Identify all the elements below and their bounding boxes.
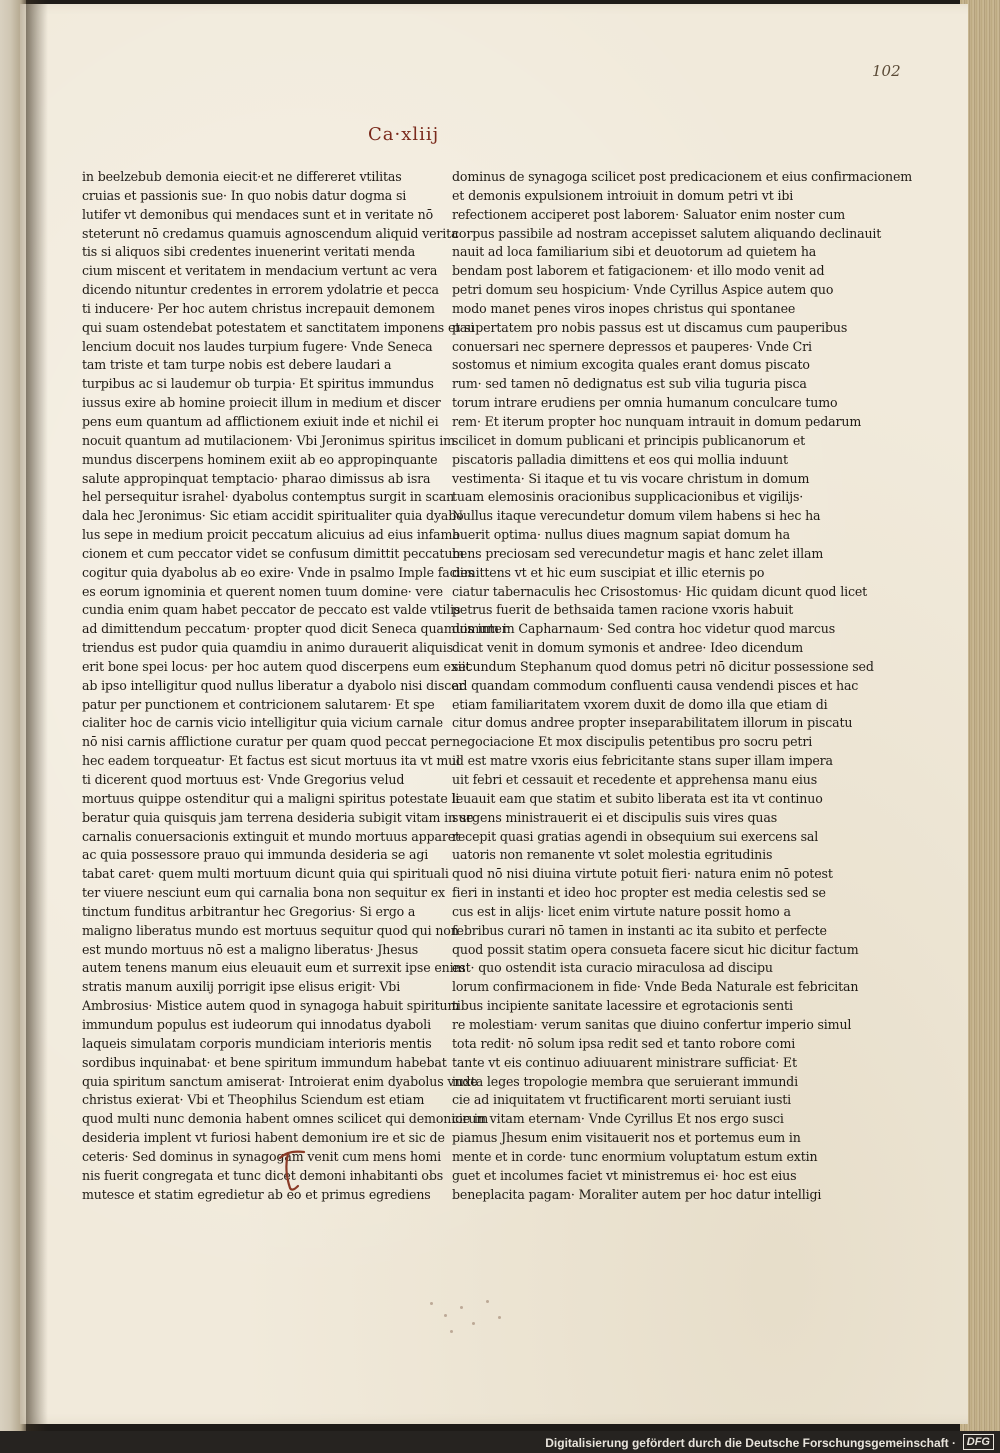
left-column-line: laqueis simulatam corporis mundiciam interioris mentis	[82, 1035, 432, 1051]
left-column-line: ad dimittendum peccatum· propter quod dicit Seneca quamuis inter	[82, 621, 508, 637]
right-column-line: mente et in corde· tunc enormium voluptatum estum extin	[452, 1148, 818, 1164]
right-column-line: est· quo ostendit ista curacio miraculosa ad discipu	[452, 960, 773, 976]
left-column-line: tam triste et tam turpe nobis est debere laudari a	[82, 357, 392, 373]
left-column-line: lus sepe in medium proicit peccatum alicuius ad eius infama	[82, 527, 460, 543]
right-column-line: piamus Jhesum enim visitauerit nos et portemus eum in	[452, 1130, 801, 1146]
text-column-left	[82, 168, 508, 1204]
right-column-line: conuersari nec spernere depressos et pauperes· Vnde Cri	[452, 338, 812, 354]
right-column-line: re molestiam· verum sanitas que diuino confertur imperio simul	[452, 1016, 852, 1032]
left-column-line: quia spiritum sanctum amiserat· Introierat enim dyabolus vnde	[82, 1073, 478, 1089]
left-column-line: turpibus ac si laudemur ob turpia· Et spiritus immundus	[82, 376, 434, 392]
right-column-line: torum intrare erudiens per omnia humanum conculcare tumo	[452, 395, 838, 411]
left-column-line: immundum populus est iudeorum qui innodatus dyaboli	[82, 1016, 431, 1032]
left-column-line: sordibus inquinabat· et bene spiritum immundum habebat	[82, 1054, 447, 1070]
rubric-paragraph-mark-icon	[274, 1144, 310, 1194]
left-column-line: in beelzebub demonia eiecit·et ne differeret vtilitas	[82, 169, 402, 184]
right-column-line: uit febri et cessauit et recedente et apprehensa manu eius	[452, 772, 818, 787]
right-column-line: etiam familiaritatem vxorem duxit de domo illa que etiam di	[452, 696, 828, 712]
right-column-line: petri domum seu hospicium· Vnde Cyrillus Aspice autem quo	[452, 282, 834, 298]
left-column-line: ceteris· Sed dominus in synagogam venit cum mens homi	[82, 1148, 442, 1164]
left-column-line: beratur quia quisquis jam terrena desideria subigit vitam in se	[82, 809, 474, 825]
left-column-line: ti dicerent quod mortuus est· Vnde Gregorius velud	[82, 772, 405, 787]
left-column-line: hel persequitur israhel· dyabolus contemptus surgit in scan	[82, 489, 455, 505]
right-column-line: vestimenta· Si itaque et tu vis vocare christum in domum	[452, 470, 810, 486]
right-column-line: iuxta leges tropologie membra que seruierant immundi	[452, 1073, 798, 1089]
right-column-line: scilicet in domum publicani et principis publicanorum et	[452, 432, 806, 448]
right-column-line: dicat venit in domum symonis et andree· Ideo dicendum	[452, 640, 804, 656]
right-column-line: tante vt eis continuo adiuuarent ministrare sufficiat· Et	[452, 1054, 797, 1070]
right-column-line: tuam elemosinis oracionibus supplicacionibus et vigilijs·	[452, 489, 804, 505]
left-column-line: mundus discerpens hominem exiit ab eo appropinquante	[82, 451, 438, 467]
chapter-heading: Ca·xliij	[368, 124, 440, 145]
right-column-line: id est matre vxoris eius febricitante stans super illam impera	[452, 753, 833, 769]
left-column-line: nocuit quantum ad mutilacionem· Vbi Jeronimus spiritus im	[82, 432, 455, 448]
left-column-line: cionem et cum peccator videt se confusum dimittit peccatum	[82, 545, 465, 561]
right-column-line: modo manet penes viros inopes christus qui spontanee	[452, 300, 796, 316]
dfg-logo: DFG	[963, 1434, 994, 1450]
right-column-line: buerit optima· nullus diues magnum sapiat domum ha	[452, 527, 790, 543]
right-column-line: rem· Et iterum propter hoc nunquam intrauit in domum pedarum	[452, 413, 862, 429]
left-column-line: quod multi nunc demonia habent omnes scilicet qui demoniorum	[82, 1111, 489, 1127]
left-column-line: es eorum ignominia et querent nomen tuum domine· vere	[82, 583, 443, 599]
left-column-line: dala hec Jeronimus· Sic etiam accidit spiritualiter quia dyabo	[82, 508, 464, 524]
left-column-line: patur per punctionem et contricionem salutarem· Et spe	[82, 696, 435, 712]
right-column-line: petrus fuerit de bethsaida tamen racione vxoris habuit	[452, 602, 794, 618]
right-column-line: uatoris non remanente vt solet molestia egritudinis	[452, 847, 773, 863]
left-column-line: dicendo nituntur credentes in errorem ydolatrie et pecca	[82, 282, 439, 298]
right-column-line: quod nō nisi diuina virtute potuit fieri· natura enim nō potest	[452, 866, 833, 882]
right-column-line: piscatoris palladia dimittens et eos qui mollia induunt	[452, 451, 788, 467]
left-column-line: lutifer vt demonibus qui mendaces sunt et in veritate nō	[82, 206, 434, 222]
left-column-line: ter viuere nesciunt eum qui carnalia bona non sequitur ex	[82, 885, 445, 901]
left-column-line: ti inducere· Per hoc autem christus increpauit demonem	[82, 300, 435, 316]
right-column-line: corpus passibile ad nostram accepisset salutem aliquando declinauit	[452, 225, 882, 241]
left-column-line: cruias et passionis sue· In quo nobis datur dogma si	[82, 187, 407, 203]
left-column-line: desideria implent vt furiosi habent demonium ire et sic de	[82, 1130, 445, 1146]
right-column-line: rum· sed tamen nō dedignatus est sub vilia tuguria pisca	[452, 376, 807, 392]
right-column-line: fieri in instanti et ideo hoc propter est media celestis sed se	[452, 885, 826, 901]
left-column-line: autem tenens manum eius eleuauit eum et surrexit ipse enim	[82, 960, 466, 976]
right-column-line: et demonis expulsionem introiuit in domum petri vt ibi	[452, 187, 794, 203]
folio-number: 102	[872, 62, 901, 80]
left-column-line: cundia enim quam habet peccator de peccato est valde vtilis	[82, 602, 461, 618]
right-column-line: tota redit· nō solum ipsa redit sed et tanto robore comi	[452, 1035, 796, 1051]
right-column-line: guet et incolumes faciet vt ministremus ei· hoc est eius	[452, 1167, 797, 1183]
left-column-line: tabat caret· quem multi mortuum dicunt quia qui spirituali	[82, 866, 449, 882]
right-column-line: leuauit eam que statim et subito liberata est ita vt continuo	[452, 790, 823, 806]
footer-bar	[0, 1431, 1000, 1453]
left-column-line: lencium docuit nos laudes turpium fugere· Vnde Seneca	[82, 338, 433, 354]
right-column-line: bens preciosam sed verecundetur magis et hanc zelet illam	[452, 545, 824, 561]
left-column-line: hec eadem torqueatur· Et factus est sicut mortuus ita vt mul	[82, 753, 461, 769]
left-column-line: ac quia possessore prauo qui immunda desideria se agi	[82, 847, 429, 863]
left-column-line: nō nisi carnis afflictione curatur per quam quod peccat per	[82, 734, 452, 750]
right-column-line: dimittens vt et hic eum suscipiat et illic eternis po	[452, 564, 765, 580]
text-column-right	[452, 168, 913, 1204]
left-column-line: cialiter hoc de carnis vicio intelligitur quia vicium carnale	[82, 715, 443, 731]
right-column-line: paupertatem pro nobis passus est ut discamus cum pauperibus	[452, 319, 848, 335]
right-column-line: cie ad iniquitatem vt fructificarent morti seruiant iusti	[452, 1092, 792, 1108]
left-column-line: Ambrosius· Mistice autem quod in synagoga habuit spiritum	[82, 998, 460, 1014]
right-column-line: lorum confirmacionem in fide· Vnde Beda Naturale est febricitan	[452, 979, 859, 995]
left-column-line: erit bone spei locus· per hoc autem quod discerpens eum exiit	[82, 658, 471, 674]
left-column-line: ab ipso intelligitur quod nullus liberatur a dyabolo nisi discer	[82, 677, 465, 693]
left-column-line: pens eum quantum ad afflictionem exiuit inde et nichil ei	[82, 413, 439, 429]
right-column-line: domum in Capharnaum· Sed contra hoc videtur quod marcus	[452, 621, 836, 637]
digitization-credit: Digitalisierung gefördert durch die Deutsche Forschungsgemeinschaft ·	[545, 1436, 956, 1450]
left-column-line: maligno liberatus mundo est mortuus sequitur quod qui non	[82, 922, 459, 938]
binding-shadow	[26, 0, 48, 1453]
left-column-line: triendus est pudor quia quamdiu in animo durauerit aliquis	[82, 640, 453, 656]
left-column-line: tinctum funditus arbitrantur hec Gregorius· Si ergo a	[82, 903, 416, 919]
right-column-line: tibus incipiente sanitate lacessire et egrotacionis senti	[452, 998, 793, 1014]
right-column-line: quod possit statim opera consueta facere sicut hic dicitur factum	[452, 941, 859, 957]
left-column-line: stratis manum auxilij porrigit ipse elisus erigit· Vbi	[82, 979, 401, 995]
right-column-line: citur domus andree propter inseparabilitatem illorum in piscatu	[452, 715, 853, 731]
right-column-line: sostomus et nimium excogita quales erant domus piscato	[452, 357, 810, 373]
left-column-line: christus exierat· Vbi et Theophilus Sciendum est etiam	[82, 1092, 425, 1108]
right-column-line: ciatur tabernaculis hec Crisostomus· Hic quidam dicunt quod licet	[452, 583, 868, 599]
right-column-line: ad quandam commodum confluenti causa vendendi pisces et hac	[452, 677, 859, 693]
right-column-line: secundum Stephanum quod domus petri nō dicitur possessione sed	[452, 658, 874, 674]
left-column-line: carnalis conuersacionis extinguit et mundo mortuus apparet	[82, 828, 460, 844]
left-column-line: est mundo mortuus nō est a maligno liberatus· Jhesus	[82, 941, 419, 957]
right-column-line: dominus de synagoga scilicet post predicacionem et eius confirmacionem	[452, 169, 913, 184]
book-page	[20, 4, 968, 1424]
right-column-line: febribus curari nō tamen in instanti ac ita subito et perfecte	[452, 922, 827, 938]
right-column-line: cie in vitam eternam· Vnde Cyrillus Et nos ergo susci	[452, 1111, 784, 1127]
left-column-line: cium miscent et veritatem in mendacium vertunt ac vera	[82, 263, 438, 279]
left-column-line: iussus exire ab homine proiecit illum in medium et discer	[82, 395, 441, 411]
right-column-line: bendam post laborem et fatigacionem· et illo modo venit ad	[452, 263, 825, 279]
right-column-line: refectionem acciperet post laborem· Saluator enim noster cum	[452, 206, 846, 222]
left-column-line: tis si aliquos sibi credentes inuenerint veritati menda	[82, 244, 416, 260]
right-column-line: nauit ad loca familiarium sibi et deuotorum ad quietem ha	[452, 244, 817, 260]
left-column-line: mutesce et statim egredietur ab eo et primus egrediens	[82, 1186, 431, 1202]
right-column-line: negociacione Et mox discipulis petentibus pro socru petri	[452, 734, 813, 750]
left-column-line: steterunt nō credamus quamuis agnoscendum aliquid verita	[82, 225, 459, 241]
paper-stains	[420, 1294, 520, 1344]
right-column-line: cus est in alijs· licet enim virtute nature possit homo a	[452, 903, 791, 919]
right-column-line: surgens ministrauerit ei et discipulis suis vires quas	[452, 809, 778, 825]
left-column-line: cogitur quia dyabolus ab eo exire· Vnde in psalmo Imple facies	[82, 564, 475, 580]
right-column-line: Nullus itaque verecundetur domum vilem habens si hec ha	[452, 508, 821, 524]
left-column-line: nis fuerit congregata et tunc dicet demoni inhabitanti obs	[82, 1167, 444, 1183]
left-column-line: mortuus quippe ostenditur qui a maligni spiritus potestate li	[82, 790, 460, 806]
right-column-line: recepit quasi gratias agendi in obsequium sui exercens sal	[452, 828, 819, 844]
right-column-line: beneplacita pagam· Moraliter autem per hoc datur intelligi	[452, 1186, 822, 1202]
left-column-line: qui suam ostendebat potestatem et sanctitatem imponens et si	[82, 319, 475, 335]
left-column-line: salute appropinquat temptacio· pharao dimissus ab isra	[82, 470, 431, 486]
